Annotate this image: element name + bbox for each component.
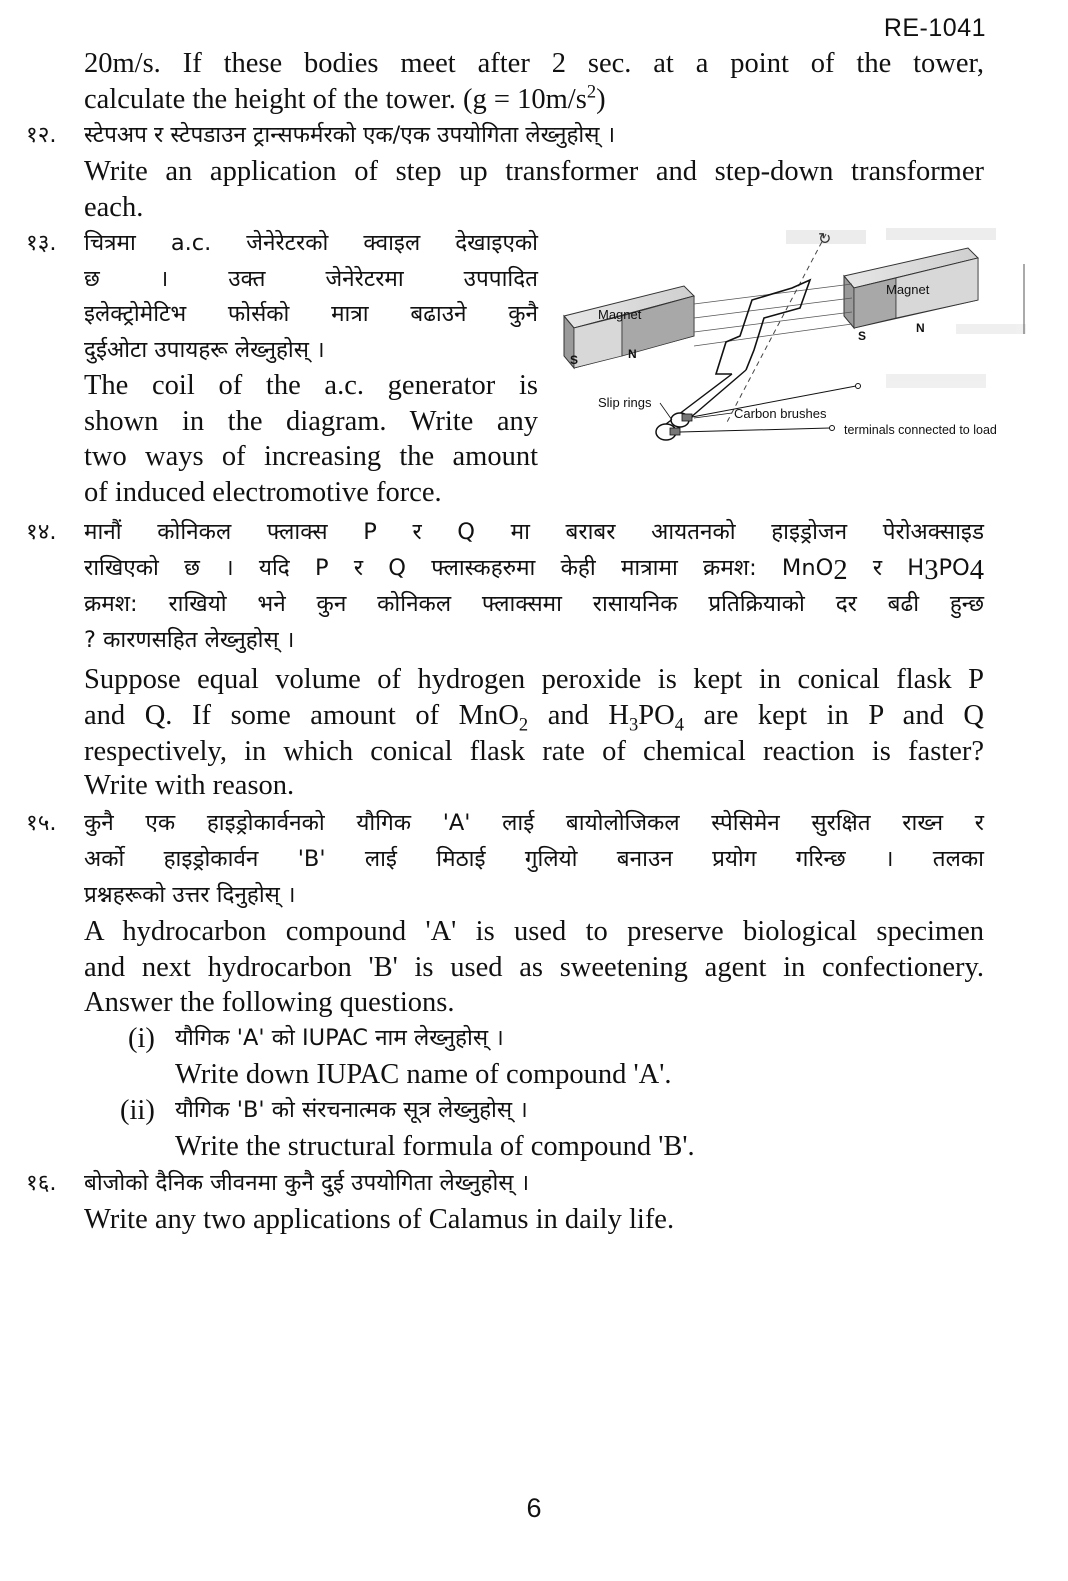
q15-nepali-line1: कुनै एक हाइड्रोकार्वनको यौगिक 'A' लाई बायोलोजिकल स्पेसिमेन सुरक्षित राख्न र: [84, 810, 984, 836]
q16-nepali: बोजोको दैनिक जीवनमा कुनै दुई उपयोगिता लेख्नुहोस् ।: [84, 1170, 530, 1196]
q14-nepali-line4: ? कारणसहित लेख्नुहोस् ।: [84, 627, 295, 653]
q15-english-line3: Answer the following questions.: [84, 987, 455, 1018]
carbon-brushes-label: Carbon brushes: [734, 406, 827, 421]
q15-nepali-line3: प्रश्नहरूको उत्तर दिनुहोस् ।: [84, 882, 296, 908]
q14-english-line4: Write with reason.: [84, 770, 295, 801]
magnet-right-label: Magnet: [886, 282, 930, 297]
ac-generator-diagram: [556, 224, 1036, 468]
terminals-label: terminals connected to load: [844, 423, 997, 437]
q14-english-line3: respectively, in which conical flask rate of chemical reaction is faster?: [84, 736, 984, 767]
q14-nepali-line2: राखिएको छ । यदि P र Q फ्लास्कहरुमा केही मात्रामा क्रमश: MnO$_2$ र $H_3PO_4$: [84, 555, 984, 587]
q12-number: १२.: [26, 122, 57, 148]
q15-part-ii-nepali: यौगिक 'B' को संरचनात्मक सूत्र लेख्नुहोस् ।: [175, 1097, 528, 1123]
paper-code: RE-1041: [883, 14, 986, 42]
q13-english-line: of induced electromotive force.: [84, 476, 442, 508]
q13-number: १३.: [26, 230, 57, 256]
slip-rings-label: Slip rings: [598, 395, 652, 410]
terminal-point: [856, 384, 861, 389]
page-number: 6: [526, 1493, 542, 1523]
q16-number: १६.: [26, 1170, 57, 1196]
q11-line1: 20m/s. If these bodies meet after 2 sec. at a point of the tower,: [84, 48, 984, 79]
q14-nepali-line3: क्रमश: राखियो भने कुन कोनिकल फ्लाक्समा रासायनिक प्रतिक्रियाको दर बढी हुन्छ: [84, 591, 984, 617]
q15-english-line2: and next hydrocarbon 'B' is used as sweetening agent in confectionery.: [84, 952, 984, 983]
q13-nepali-line: चित्रमा a.c. जेनेरेटरको क्वाइल देखाइएको: [84, 230, 538, 256]
q13-text: [84, 226, 538, 510]
q12-nepali: स्टेपअप र स्टेपडाउन ट्रान्सफर्मरको एक/एक उपयोगिता लेख्नुहोस् ।: [84, 122, 616, 148]
q14-english-line1: Suppose equal volume of hydrogen peroxide is kept in conical flask P: [84, 664, 984, 695]
q15-english-line1: A hydrocarbon compound 'A' is used to preserve biological specimen: [84, 916, 984, 947]
q13-english-line: shown in the diagram. Write any: [84, 405, 538, 437]
q13-english-line: two ways of increasing the amount: [84, 441, 538, 472]
q15-part-i-label: (i): [128, 1023, 155, 1054]
q15-nepali-line2: अर्को हाइड्रोकार्वन 'B' लाई मिठाई गुलियो बनाउन प्रयोग गरिन्छ । तलका: [84, 846, 984, 872]
q12-english-line1: Write an application of step up transformer and step-down transformer: [84, 156, 984, 187]
q16-english: Write any two applications of Calamus in daily life.: [84, 1204, 675, 1235]
n-left-label: N: [628, 347, 637, 361]
terminal-wire: [680, 428, 830, 432]
slip-rings-pointer: [660, 403, 672, 420]
carbon-brush: [670, 428, 680, 435]
magnet-left-label: Magnet: [598, 307, 642, 322]
q13-nepali-line: इलेक्ट्रोमेटिभ फोर्सको मात्रा बढाउने कुनै: [84, 301, 538, 327]
q15-part-i-english: Write down IUPAC name of compound 'A'.: [175, 1059, 672, 1090]
rotation-arrow-icon: ↻: [818, 229, 832, 248]
q13-english-line: The coil of the a.c. generator is: [84, 370, 538, 401]
n-right-label: N: [916, 321, 925, 335]
carbon-brush: [682, 414, 692, 421]
q15-number: १५.: [26, 810, 57, 836]
q11-line2: calculate the height of the tower. $(g = 10m/s^2)$: [84, 81, 606, 115]
s-right-label: S: [858, 329, 867, 343]
q13-nepali-line: दुईओटा उपायहरू लेख्नुहोस् ।: [84, 336, 325, 363]
terminal-point: [830, 426, 835, 431]
q13-nepali-line: छ । उक्त जेनेरेटरमा उपपादित: [84, 265, 538, 292]
rotation-axis: [726, 234, 826, 424]
q14-nepali-line1: मानौं कोनिकल फ्लाक्स P र Q मा बराबर आयतनको हाइड्रोजन पेरोअक्साइड: [84, 519, 984, 545]
q14-number: १४.: [26, 519, 57, 545]
q14-english-line2: and Q. If some amount of MnO$_2$ and $H_3PO_4$ are kept in P and Q: [84, 700, 984, 736]
q15-part-ii-label: (ii): [120, 1095, 155, 1126]
coil: [716, 280, 810, 374]
q12-english-line2: each.: [84, 192, 144, 223]
s-left-label: S: [570, 353, 579, 367]
q15-part-i-nepali: यौगिक 'A' को IUPAC नाम लेख्नुहोस् ।: [175, 1025, 504, 1051]
q15-part-ii-english: Write the structural formula of compound 'B'.: [175, 1131, 695, 1162]
